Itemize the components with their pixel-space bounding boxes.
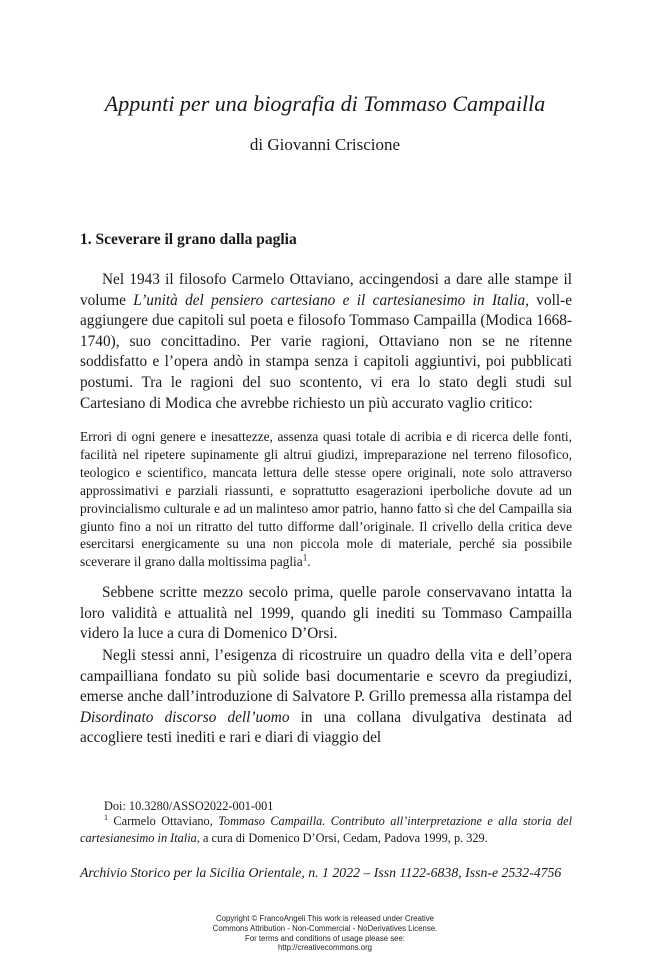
paragraph-2: Sebbene scritte mezzo secolo prima, quelle parole conservavano intatta la loro validità e attualità nel 1999, quando gli inediti su Tommaso Campailla videro la luce a cura di Domenico D’Orsi.	[80, 584, 572, 643]
paragraph-3-text-start: Negli stessi anni, l’esigenza di ricostruire un quadro della vita e dell’opera campailliana fondato su più solide basi documentarie e scevro da pregiudizi, emerse anche dall’introduzione di Salvatore P. Grillo premessa alla ristampa del	[80, 647, 572, 706]
article-title: Appunti per una biografia di Tommaso Campailla	[104, 91, 546, 116]
footnote-book-title: Tommaso Campailla. Contributo all’interpretazione e alla storia del cartesianesimo in Italia	[80, 814, 572, 845]
copyright-link[interactable]: http://creativecommons.org	[277, 943, 373, 953]
book-title-disordinato: Disordinato discorso dell’uomo	[80, 708, 290, 726]
section-heading: 1. Sceverare il grano dalla paglia	[80, 231, 297, 248]
footnote	[80, 813, 572, 846]
paragraph-1	[80, 270, 572, 414]
copyright-line: For terms and conditions of usage please see:	[245, 933, 405, 943]
footnote-number: 1	[104, 812, 108, 822]
paragraph-1-text-start: Nel 1943 il filosofo Carmelo Ottaviano, accingendosi a dare alle stampe il volume	[80, 271, 572, 309]
block-quote-text: Errori di ogni genere e inesattezze, assenza quasi totale di acribia e di ricerca delle fonti, facilità nel ripetere supinamente gli altrui giudizi, impreparazione nel terreno filosofico, teologico e scientifico, mancata lettura delle stesse opere originali, note solo attraverso approssimativi e parziali riassunti, e soprattutto esagerazioni iperboliche dovute ad un provincialismo culturale e ad un malinteso amor patrio, hanno fatto sì che del Campailla sia giunto fino a noi un ritratto del tutto difforme dall’originale. Il crivello della critica deve esercitarsi energicamente su una non piccola mole di materiale, perché sia possibile sceverare il grano dalla moltissima paglia	[80, 429, 572, 570]
copyright-notice	[0, 914, 650, 953]
footnote-ref: 1	[302, 552, 308, 563]
paragraph-3-text-end: in una collana divulgativa destinata ad accogliere testi inediti e rari e diari di viaggio del	[80, 708, 572, 747]
paragraph-1-text-end: voll-e aggiungere due capitoli sul poeta e filosofo Tommaso Campailla (Modica 1668-1740), suo concittadino. Per varie ragioni, Ottaviano non se ne ritenne soddisfatto e l’opera andò in stampa senza i capitoli aggiuntivi, poi pubblicati postumi. Tra le ragioni del suo scontento, vi era lo stato degli studi sul Cartesiano di Modica che avrebbe richiesto un più accurato vaglio critico:	[80, 291, 572, 412]
book-title-ottaviano: L’unità del pensiero cartesiano e il cartesianesimo in Italia,	[133, 291, 529, 309]
block-quote: Errori di ogni genere e inesattezze, assenza quasi totale di acribia e di ricerca delle fonti, facilità nel ripetere supinamente gli altrui giudizi, impreparazione nel terreno filosofico, teologico e scientifico, mancata lettura delle stesse opere originali, note solo attraverso approssimativi e parziali riassunti, e soprattutto esagerazioni iperboliche dovute ad un provincialismo culturale e ad un malinteso amor patrio, hanno fatto sì che del Campailla sia giunto fino a noi un ritratto del tutto difforme dall’originale. Il crivello della critica deve esercitarsi energicamente su una non piccola mole di materiale, perché sia possibile sceverare il grano dalla moltissima paglia$^1$.	[80, 429, 572, 570]
footnote-text-start: Carmelo Ottaviano,	[108, 814, 219, 828]
copyright-line: Commons Attribution - Non-Commercial - NoDerivatives License.	[212, 923, 438, 933]
article-author: di Giovanni Criscione	[249, 135, 401, 154]
paragraph-3	[80, 646, 572, 749]
doi: Doi: 10.3280/ASSO2022-001-001	[104, 799, 274, 813]
journal-citation: Archivio Storico per la Sicilia Orientale, n. 1 2022 – Issn 1122-6838, Issn-e 2532-4756	[80, 865, 562, 880]
copyright-line: Copyright © FrancoAngeli This work is released under Creative	[216, 914, 434, 923]
footnote-text-end: , a cura di Domenico D’Orsi, Cedam, Padova 1999, p. 329.	[196, 830, 488, 845]
